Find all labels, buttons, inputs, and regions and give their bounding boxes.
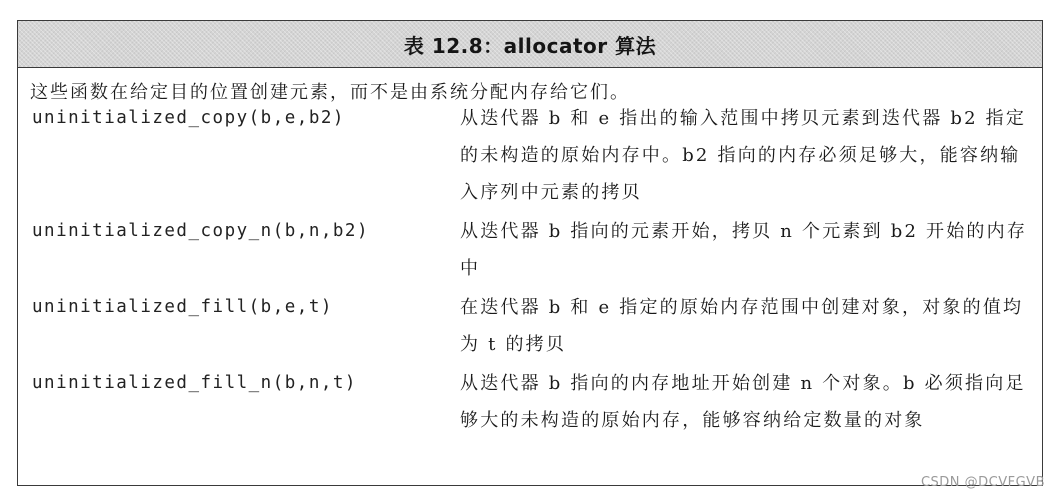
function-signature: uninitialized_copy(b,e,b2) xyxy=(32,108,345,128)
function-signature: uninitialized_fill_n(b,n,t) xyxy=(32,373,357,393)
function-description: 从迭代器 b 指向的元素开始，拷贝 n 个元素到 b2 开始的内存中 xyxy=(460,221,1028,279)
function-signature: uninitialized_fill(b,e,t) xyxy=(32,297,333,317)
function-signature: uninitialized_copy_n(b,n,b2) xyxy=(32,221,370,241)
table-caption: 表 12.8：allocator 算法 xyxy=(403,33,657,58)
table-row xyxy=(18,213,1042,287)
watermark-text: CSDN @DCVFGVB xyxy=(920,475,1045,490)
table-row xyxy=(18,365,1042,439)
table-row xyxy=(18,100,1042,211)
function-description: 从迭代器 b 指向的内存地址开始创建 n 个对象。b 必须指向足够大的未构造的原始内存，能够容纳给定数量的对象 xyxy=(460,373,1026,431)
table-intro: 这些函数在给定目的位置创建元素，而不是由系统分配内存给它们。 xyxy=(30,82,630,103)
function-description: 从迭代器 b 和 e 指出的输入范围中拷贝元素到迭代器 b2 指定的未构造的原始内存中。b2 指向的内存必须足够大，能容纳输入序列中元素的拷贝 xyxy=(460,108,1027,203)
function-description: 在迭代器 b 和 e 指定的原始内存范围中创建对象，对象的值均为 t 的拷贝 xyxy=(460,297,1024,355)
table-row xyxy=(18,289,1042,363)
allocator-algorithms-table xyxy=(17,20,1043,486)
table-caption-bar xyxy=(18,21,1042,68)
